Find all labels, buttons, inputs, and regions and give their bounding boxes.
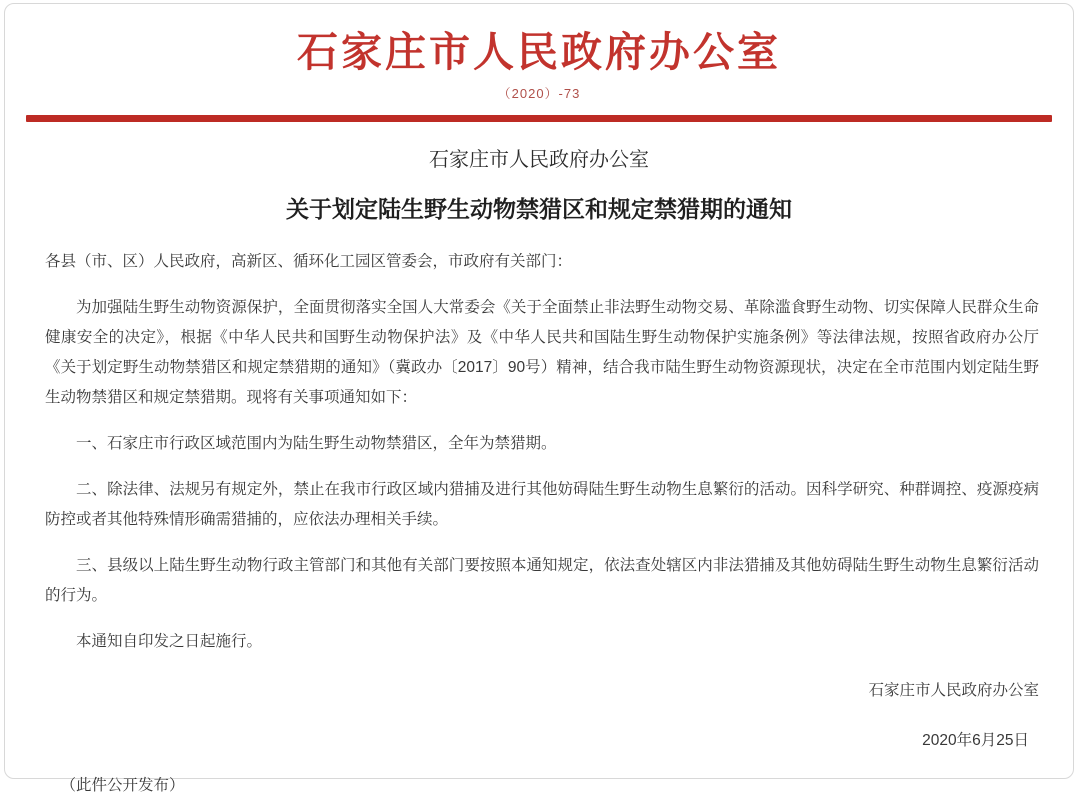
- notice-item-3: 三、县级以上陆生野生动物行政主管部门和其他有关部门要按照本通知规定，依法查处辖区内非法猎捕及其他妨碍陆生野生动物生息繁衍活动的行为。: [45, 557, 1039, 604]
- masthead-org-title: 石家庄市人民政府办公室: [297, 29, 781, 75]
- document-body: [5, 247, 1073, 801]
- masthead-doc-number: （2020）-73: [497, 86, 581, 101]
- red-divider: [26, 115, 1052, 122]
- signature-org: 石家庄市人民政府办公室: [868, 682, 1039, 699]
- notice-item-2: 二、除法律、法规另有规定外，禁止在我市行政区域内猎捕及进行其他妨碍陆生野生动物生息繁衍的活动。因科学研究、种群调控、疫源疫病防控或者其他特殊情形确需猎捕的，应依法办理相关手续。: [45, 481, 1039, 528]
- recipients-line: 各县（市、区）人民政府，高新区、循环化工园区管委会，市政府有关部门：: [45, 253, 573, 270]
- masthead: [5, 4, 1073, 102]
- effective-date-paragraph: 本通知自印发之日起施行。: [76, 633, 263, 650]
- signature-date: 2020年6月25日: [922, 732, 1029, 749]
- signature-block: [45, 676, 1039, 756]
- document-page: [4, 3, 1074, 794]
- public-release-note: （此件公开发布）: [60, 777, 185, 794]
- intro-paragraph: 为加强陆生野生动物资源保护，全面贯彻落实全国人大常委会《关于全面禁止非法野生动物交易、革除滥食野生动物、切实保障人民群众生命健康安全的决定》，根据《中华人民共和国野生动物保护法》及《中华人民共和国陆生野生动物保护实施条例》等法律法规，按照省政府办公厅《关于划定野生动物禁猎区和规定禁猎期的通知》（冀政办〔2017〕90号）精神，结合我市陆生野生动物资源现状，决定在全市范围内划定陆生野生动物禁猎区和规定禁猎期。现将有关事项通知如下：: [45, 299, 1039, 406]
- notice-item-1: 一、石家庄市行政区域范围内为陆生野生动物禁猎区，全年为禁猎期。: [76, 435, 557, 452]
- issuer-title: 石家庄市人民政府办公室: [429, 149, 649, 171]
- subject-title: 关于划定陆生野生动物禁猎区和规定禁猎期的通知: [286, 196, 792, 222]
